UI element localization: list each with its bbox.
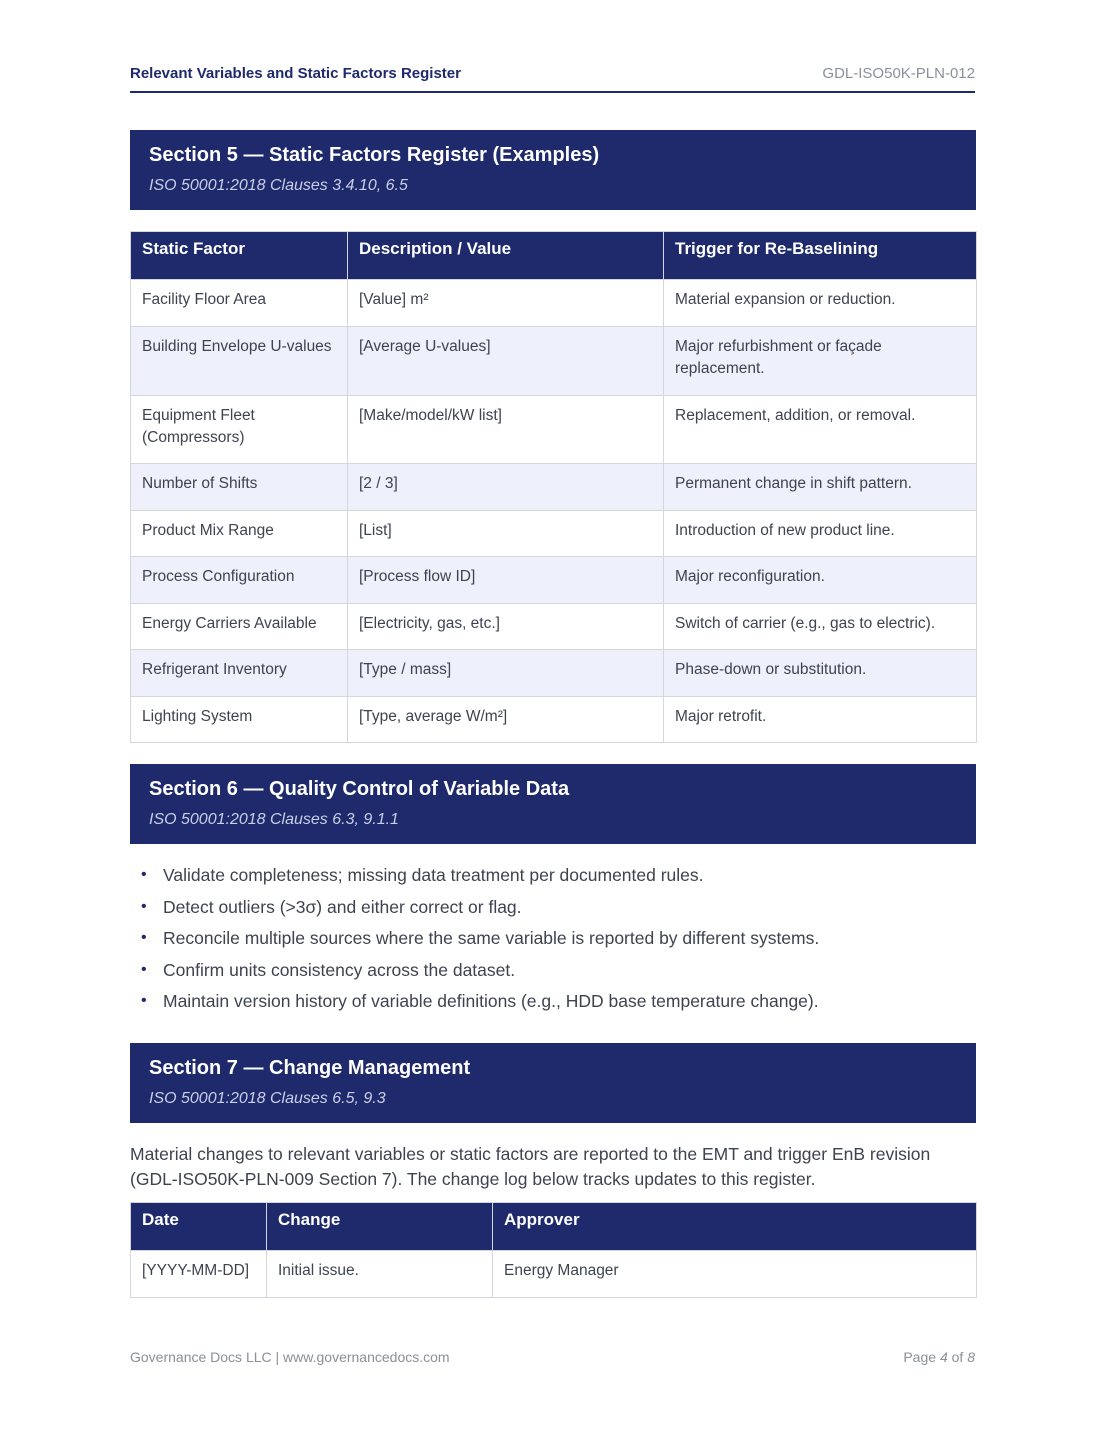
column-header-approver: Approver (493, 1203, 977, 1251)
list-item-text: Detect outliers (>3σ) and either correct or flag. (163, 896, 522, 917)
static-factors-table (130, 231, 977, 743)
cell-trigger: Introduction of new product line. (664, 511, 977, 557)
table-row (131, 280, 977, 327)
list-item-text: Validate completeness; missing data treatment per documented rules. (163, 865, 704, 885)
section-7-subtitle: ISO 50001:2018 Clauses 6.5, 9.3 (149, 1090, 386, 1107)
section-7-banner (130, 1043, 976, 1123)
table-row (131, 1251, 977, 1298)
cell-description-value: [Process flow ID] (348, 557, 664, 604)
section-5-banner (130, 130, 976, 210)
section-6-banner (130, 764, 976, 844)
document-title: Relevant Variables and Static Factors Register (130, 65, 461, 82)
table-row (131, 604, 977, 650)
cell-static-factor: Product Mix Range (131, 511, 348, 557)
footer-company: Governance Docs LLC | www.governancedocs.com (130, 1349, 450, 1365)
table-row (131, 396, 977, 464)
column-header-description-value: Description / Value (348, 232, 664, 280)
table-header-row (131, 1203, 977, 1251)
table-row (131, 557, 977, 604)
section-6-subtitle: ISO 50001:2018 Clauses 6.3, 9.1.1 (149, 811, 399, 828)
document-code: GDL-ISO50K-PLN-012 (822, 65, 975, 82)
document-header (130, 63, 975, 93)
cell-description-value: [Electricity, gas, etc.] (348, 604, 664, 650)
cell-static-factor: Refrigerant Inventory (131, 650, 348, 697)
list-item (130, 925, 976, 957)
cell-change: Initial issue. (267, 1251, 493, 1298)
cell-static-factor: Energy Carriers Available (131, 604, 348, 650)
cell-trigger: Major retrofit. (664, 697, 977, 743)
page-of: of (947, 1349, 968, 1365)
bullet-icon: • (141, 929, 147, 946)
table-header-row (131, 232, 977, 280)
footer-page-number (903, 1349, 975, 1365)
page-total: 8 (967, 1349, 975, 1365)
quality-control-list (130, 862, 976, 1020)
bullet-icon: • (141, 897, 147, 915)
column-header-change: Change (267, 1203, 493, 1251)
cell-description-value: [Value] m² (348, 280, 664, 327)
cell-description-value: [List] (348, 511, 664, 557)
table-row (131, 697, 977, 743)
cell-static-factor: Building Envelope U-values (131, 327, 348, 396)
cell-trigger: Switch of carrier (e.g., gas to electric). (664, 604, 977, 650)
cell-description-value: [Type, average W/m²] (348, 697, 664, 743)
bullet-icon: • (141, 866, 147, 883)
section-7-title: Section 7 — Change Management (149, 1057, 471, 1079)
change-management-paragraph: Material changes to relevant variables or static factors are reported to the EMT and trigger EnB revision (GDL-ISO50K-PLN-009 Section 7). The change log below tracks updates to this register. (130, 1144, 931, 1189)
cell-trigger: Major reconfiguration. (664, 557, 977, 604)
cell-static-factor: Facility Floor Area (131, 280, 348, 327)
cell-approver: Energy Manager (493, 1251, 977, 1298)
cell-static-factor: Lighting System (131, 697, 348, 743)
list-item (130, 894, 976, 926)
bullet-icon: • (141, 960, 147, 978)
cell-trigger: Permanent change in shift pattern. (664, 464, 977, 511)
list-item-text: Reconcile multiple sources where the same variable is reported by different systems. (163, 928, 820, 948)
list-item-text: Confirm units consistency across the dataset. (163, 959, 516, 980)
cell-description-value: [Make/model/kW list] (348, 396, 664, 464)
table-row (131, 464, 977, 511)
cell-description-value: [Type / mass] (348, 650, 664, 697)
cell-trigger: Replacement, addition, or removal. (664, 396, 977, 464)
list-item (130, 957, 976, 989)
column-header-trigger: Trigger for Re-Baselining (664, 232, 977, 280)
cell-trigger: Major refurbishment or façade replacement. (664, 327, 977, 396)
change-log-table (130, 1202, 977, 1298)
table-row (131, 327, 977, 396)
list-item-text: Maintain version history of variable definitions (e.g., HDD base temperature change). (163, 991, 819, 1011)
cell-static-factor: Equipment Fleet (Compressors) (131, 396, 348, 464)
cell-static-factor: Process Configuration (131, 557, 348, 604)
list-item (130, 988, 976, 1020)
column-header-static-factor: Static Factor (131, 232, 348, 280)
table-row (131, 511, 977, 557)
table-row (131, 650, 977, 697)
page-current: 4 (939, 1349, 948, 1365)
page-prefix: Page (903, 1349, 940, 1365)
cell-date: [YYYY-MM-DD] (131, 1251, 267, 1298)
cell-trigger: Material expansion or reduction. (664, 280, 977, 327)
cell-description-value: [2 / 3] (348, 464, 664, 511)
list-item (130, 862, 976, 894)
cell-description-value: [Average U-values] (348, 327, 664, 396)
section-6-title: Section 6 — Quality Control of Variable Data (149, 778, 570, 800)
section-5-title: Section 5 — Static Factors Register (Examples) (149, 144, 600, 166)
cell-static-factor: Number of Shifts (131, 464, 348, 511)
bullet-icon: • (141, 992, 147, 1009)
cell-trigger: Phase-down or substitution. (664, 650, 977, 697)
section-5-subtitle: ISO 50001:2018 Clauses 3.4.10, 6.5 (149, 177, 408, 194)
column-header-date: Date (131, 1203, 267, 1251)
